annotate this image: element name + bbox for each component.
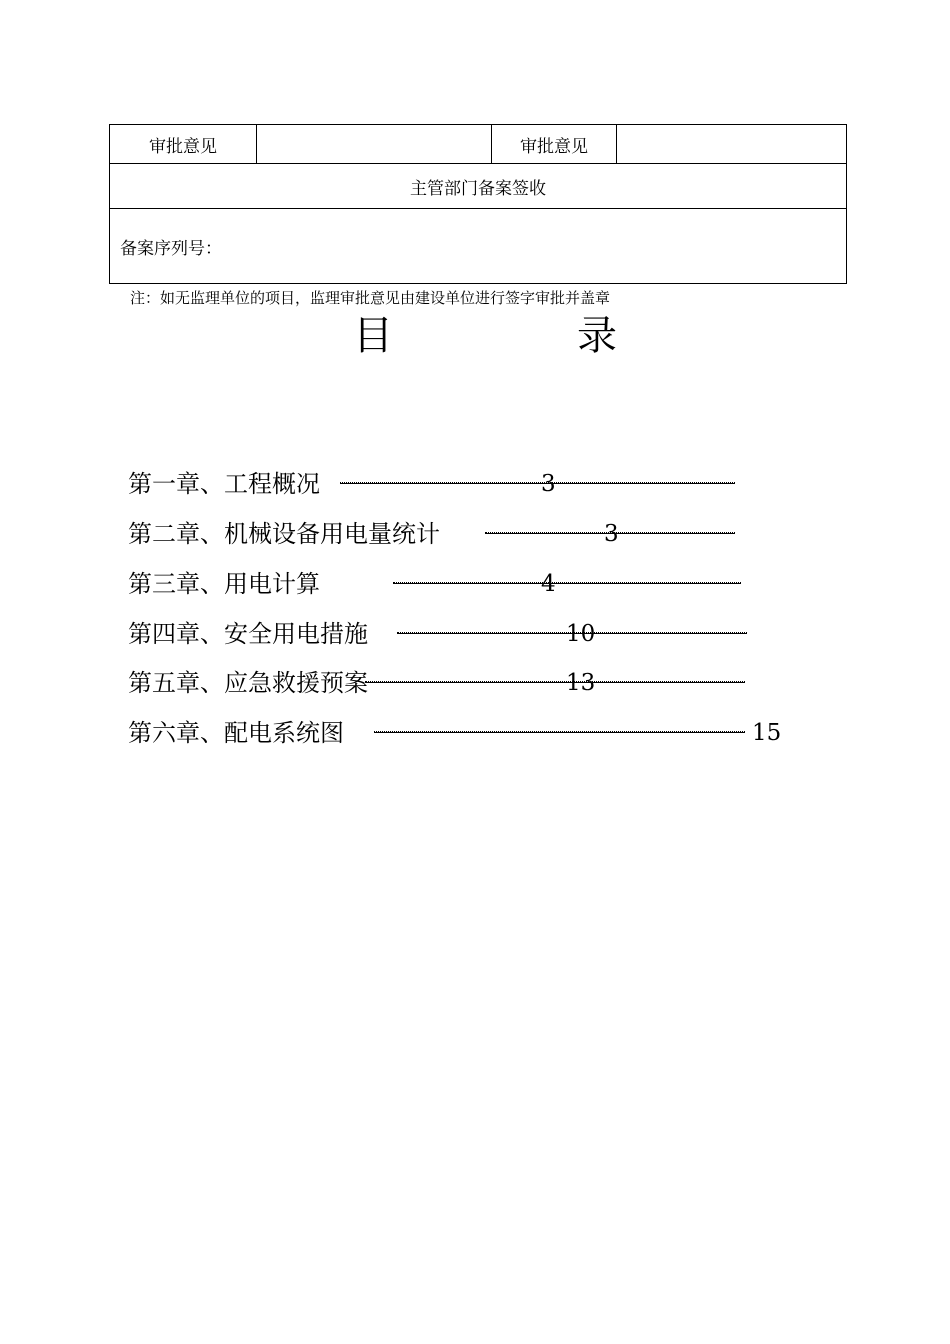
approval-table [109,124,847,284]
toc-leader [393,582,741,584]
toc-entry-label: 第六章、配电系统图 [128,719,344,747]
toc-entry-page: 10 [566,621,596,647]
toc-entry[interactable] [0,469,950,499]
approval-value-right[interactable] [617,125,847,164]
toc-entry-label: 第三章、用电计算 [128,570,320,598]
toc-entry-label: 第一章、工程概况 [128,470,320,498]
serial-row [110,209,847,284]
toc-entry-page: 15 [752,720,782,746]
toc-leader [340,482,735,484]
toc-entry-page: 3 [541,471,556,497]
toc-entry[interactable] [0,519,950,549]
toc-entry-page: 3 [604,521,619,547]
toc-title-part1: 目 [353,313,393,359]
toc-entry-label: 第五章、应急救援预案 [128,669,368,697]
toc-entry-label: 第四章、安全用电措施 [128,620,368,648]
toc-entry[interactable] [0,668,950,698]
toc-leader [365,681,745,683]
toc-entry-label: 第二章、机械设备用电量统计 [128,520,440,548]
approval-row [110,125,847,164]
department-row [110,164,847,209]
serial-label: 备案序列号： [110,209,847,284]
toc-entry-page: 13 [566,670,596,696]
toc-leader [374,731,745,733]
toc-entry[interactable] [0,569,950,599]
toc-title-part2: 录 [577,313,617,359]
approval-label-left: 审批意见 [110,125,257,164]
approval-note: 注：如无监理单位的项目，监理审批意见由建设单位进行签字审批并盖章 [130,289,611,307]
toc-entry-page: 4 [541,571,556,597]
department-header: 主管部门备案签收 [110,164,847,209]
toc-entry[interactable] [0,619,950,649]
approval-value-left[interactable] [257,125,492,164]
toc-entry[interactable] [0,718,950,748]
approval-label-right: 审批意见 [492,125,617,164]
